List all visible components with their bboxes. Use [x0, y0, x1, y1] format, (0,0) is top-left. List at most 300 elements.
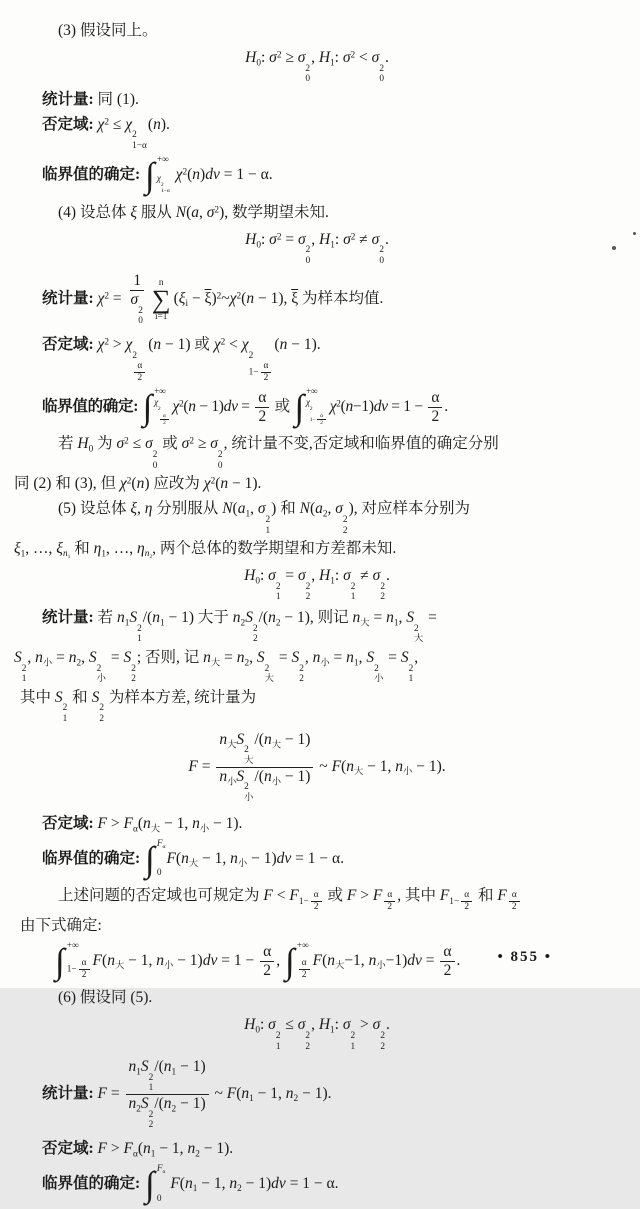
subscript: 1−α: [132, 141, 147, 152]
subscript: 1: [275, 592, 281, 603]
math-variable: σ: [130, 291, 139, 309]
subscript: [382, 890, 397, 912]
para-4-heading: (4) 设总体 ξ 服从 N(a, $\sigma^2$), 数学期望未知.: [58, 203, 329, 221]
denominator: 2: [162, 420, 166, 427]
subscript: 1: [21, 674, 27, 685]
subscript: 小: [96, 674, 106, 685]
subscript: 大: [210, 658, 221, 669]
superscript: 2: [350, 1030, 356, 1041]
numerator: α: [299, 958, 310, 970]
f-statistic-formula-5: F = $n_大S$ 2 大 $/(n_大 - 1)$ $n_小S$ 2 小 $/(n_小 - 1)$ ~ $F(n_大 - 1$, $n_小 - 1$).: [188, 730, 446, 803]
math-variable: σ: [297, 1016, 306, 1034]
denominator: $n_2S$ 2 2 $/(n_2 - 1)$: [128, 1095, 206, 1131]
math-variable: S: [14, 649, 22, 667]
math-variable: F: [166, 849, 176, 867]
math-variable: n: [163, 1058, 172, 1076]
subscript: 1: [350, 592, 356, 603]
math-variable: n: [345, 397, 353, 415]
field-label: 统计量:: [42, 1085, 94, 1103]
subscript: 大: [244, 756, 254, 766]
subscript: 2: [195, 1149, 200, 1160]
subscript: 0: [379, 74, 384, 85]
denominator: 2: [263, 373, 269, 384]
superscript: 2: [148, 1072, 154, 1083]
math-variable: H: [319, 567, 331, 585]
superscript: 2: [244, 745, 249, 756]
critical-value-6: 临界值的确定: ∫ $F_\alpha$ 0 $F(n_1 - 1$, $n_2 - 1)dv = 1 - \alpha$.: [42, 1164, 339, 1205]
denominator: 2: [320, 420, 323, 427]
math-variable: H: [245, 230, 257, 248]
para-6-heading: (6) 假设同 (5).: [58, 989, 153, 1007]
fraction: [261, 361, 272, 383]
math-variable: n: [107, 951, 115, 969]
integral-limits: [157, 156, 171, 195]
sup-sub-stack: [276, 1031, 281, 1052]
numerator: α: [160, 413, 169, 420]
math-variable: n: [312, 649, 321, 667]
superscript: 2: [379, 245, 384, 256]
sup-sub-stack: [414, 624, 423, 645]
math-variable: a: [191, 203, 199, 221]
math-variable: χ: [172, 397, 180, 415]
math-variable: n: [230, 849, 238, 867]
sup-sub-stack: [380, 582, 385, 603]
sup-sub-stack: [305, 64, 310, 85]
math-variable: n: [232, 609, 241, 627]
page-number: • 855 •: [497, 949, 552, 965]
subscript: 2: [148, 1120, 154, 1131]
denominator: 2: [81, 969, 87, 980]
integral-sign-icon: ∫: [145, 1164, 155, 1205]
superscript: 2: [220, 337, 226, 348]
critical-value-5: 临界值的确定: ∫ $F_\alpha$ 0 $F(n_大 - 1$, $n_小 - 1)dv = 1 - \alpha$.: [42, 838, 344, 879]
upper-limit: n: [158, 277, 164, 288]
fraction: [509, 890, 520, 912]
math-variable: n: [241, 1085, 250, 1103]
integral-sign-icon: ∫: [294, 386, 304, 427]
math-variable: S: [140, 1095, 149, 1113]
superscript: 2: [189, 436, 194, 447]
superscript: 2: [137, 623, 142, 634]
math-variable: N: [222, 500, 233, 518]
math-variable: χ: [305, 398, 310, 409]
superscript: 2: [148, 1109, 154, 1120]
subscript: 2: [299, 674, 304, 685]
math-variable: n: [279, 336, 288, 354]
sup-sub-stack: [244, 745, 253, 766]
subscript: 1: [245, 509, 251, 520]
superscript: 2: [408, 663, 414, 674]
superscript: 2: [305, 581, 311, 592]
subscript: 1: [20, 549, 26, 560]
statistic-4: 统计量: $\chi^2$ = 1 σ 2 0 n ∑ i=1 ($\xi_i$ − $\overline{\xi})^2\sim\chi^2(n - 1)$, $\overline{\xi}$ 为样本均值.: [42, 272, 384, 327]
fraction: [299, 958, 310, 980]
numerator: α: [261, 361, 272, 373]
subscript: 1: [67, 554, 71, 561]
superscript: 2: [157, 406, 161, 413]
superscript: 2: [217, 449, 223, 460]
overline-variable: $\overline{\xi}$: [291, 290, 299, 308]
fraction: [440, 943, 454, 980]
integral-sign-icon: ∫: [145, 155, 155, 195]
math-variable: n: [35, 649, 43, 667]
math-variable: χ: [203, 475, 211, 493]
superscript: 2: [182, 167, 188, 178]
fraction: [461, 890, 472, 912]
field-label: 否定域:: [42, 336, 94, 354]
subscript: 大: [360, 618, 370, 629]
subscript: 小: [320, 658, 330, 669]
math-variable: n: [116, 609, 125, 627]
denominator: [128, 291, 147, 327]
integral-limits: [306, 388, 329, 427]
subscript: α: [162, 843, 166, 850]
subscript: 1: [350, 1041, 356, 1052]
subscript: 0: [88, 444, 94, 455]
sup-sub-stack: [249, 351, 274, 384]
subscript: 2: [136, 1104, 141, 1115]
integral-sign-icon: ∫: [145, 838, 155, 879]
superscript: 2: [126, 476, 132, 487]
subscript: 1: [330, 239, 335, 250]
math-variable: σ: [116, 435, 125, 453]
math-variable: F: [188, 757, 198, 775]
statistic-5-line2: S 2 1 , $n_小 = n_2$, S 2 小 = S 2 2 ; 否则, 记 $n_大 = n_2$, S 2 大 = S 2 2 , $n_小 = n_1$, S 2 小 = S 2 1 ,: [14, 649, 419, 685]
math-variable: F: [156, 1164, 163, 1175]
math-variable: F: [372, 887, 383, 905]
math-variable: a: [237, 500, 246, 518]
math-variable: n: [156, 951, 164, 969]
subscript: 1: [330, 58, 335, 69]
rejection-region-3: 否定域: $\chi^2 \le \chi$ 2 1−α (n).: [42, 115, 170, 152]
sup-sub-stack: [374, 664, 383, 685]
sup-sub-stack: [379, 64, 384, 85]
math-variable: n: [352, 609, 361, 627]
math-variable: N: [299, 500, 310, 518]
denominator: 2: [511, 901, 517, 912]
sup-sub-stack: [244, 782, 253, 803]
math-variable: ξ: [178, 290, 186, 308]
fraction: [216, 731, 313, 804]
fraction: [384, 890, 395, 912]
fraction: [317, 413, 326, 427]
subscript: 小: [237, 858, 248, 869]
math-variable: n: [192, 165, 201, 183]
sup-sub-stack: [343, 515, 348, 536]
sup-sub-stack: [253, 624, 258, 645]
subscript: 0: [256, 58, 261, 69]
subscript: 小: [42, 658, 53, 669]
subscript: 大: [335, 960, 345, 971]
subscript: 2: [76, 658, 82, 669]
subscript: 1: [330, 1025, 335, 1036]
sup-sub-stack: [310, 406, 328, 426]
superscript: 2: [210, 476, 216, 487]
superscript: 2: [179, 399, 184, 409]
math-variable: χ: [329, 397, 337, 415]
subscript: 1− $\frac{\alpha}{2}$: [310, 413, 328, 427]
superscript: 2: [305, 63, 311, 74]
hypothesis-4: $H_0$: $\sigma^2 = \sigma$ 2 0 , $H_1$: $\sigma^2 \ne \sigma$ 2 0 .: [245, 230, 389, 266]
superscript: 2: [379, 63, 384, 74]
math-variable: n: [192, 814, 200, 832]
math-variable: F: [92, 951, 103, 969]
superscript: 2: [374, 663, 379, 674]
numerator: α: [440, 943, 454, 962]
math-variable: dv: [276, 849, 292, 867]
numerator: $n_大S$ 2 大 $/(n_大 - 1)$: [216, 731, 313, 768]
math-variable: S: [256, 649, 265, 667]
statistic-3: 统计量: 同 (1).: [42, 90, 139, 108]
superscript: 2: [275, 1030, 281, 1041]
math-variable: dv: [271, 1174, 286, 1192]
math-variable: F: [312, 951, 323, 969]
subscript: 0: [256, 239, 261, 250]
math-variable: n: [219, 730, 228, 748]
field-label: 否定域:: [42, 1140, 94, 1158]
integral: [294, 388, 328, 427]
denominator: 2: [387, 901, 393, 912]
numerator: α: [461, 890, 472, 902]
superscript: 2: [252, 623, 258, 634]
sup-sub-stack: [149, 1073, 154, 1094]
subscript: 2: [380, 1041, 385, 1052]
subscript: 2: [149, 554, 153, 561]
field-label: 临界值的确定:: [42, 397, 139, 415]
sup-sub-stack: [63, 703, 68, 724]
subscript: 1: [171, 1067, 177, 1078]
para-3-heading: (3) 假设同上。: [58, 22, 158, 39]
superscript: 2: [104, 117, 110, 128]
upper-limit: +∞: [154, 386, 166, 397]
integral: [145, 1165, 165, 1204]
superscript: 2: [380, 1030, 385, 1041]
superscript: 2: [309, 406, 313, 413]
subscript: 2: [171, 1104, 177, 1115]
math-variable: F: [97, 1085, 108, 1103]
superscript: 2: [160, 181, 164, 188]
subscript: α: [132, 823, 138, 834]
subscript: 大: [114, 960, 125, 971]
math-variable: n: [346, 649, 354, 667]
superscript: 2: [275, 581, 281, 592]
math-variable: η: [93, 540, 102, 558]
math-variable: n: [153, 115, 161, 133]
upper-limit: +∞: [156, 154, 169, 165]
numerator: α: [384, 890, 395, 902]
subscript: 0: [305, 255, 311, 266]
math-variable: ξ: [130, 500, 137, 518]
math-variable: F: [170, 1174, 180, 1192]
math-variable: χ: [119, 475, 127, 493]
note-4-line2: 同 (2) 和 (3), 但 $\chi^2(n)$ 应改为 $\chi^2(n - 1)$.: [14, 475, 262, 493]
math-variable: n: [62, 549, 68, 560]
math-variable: n: [263, 767, 272, 785]
superscript: 2: [124, 436, 129, 447]
math-variable: n: [143, 1140, 151, 1158]
critical-value-3: 临界值的确定: ∫ +∞ χ 2 1−α $\chi^2(n)dv = 1 - \alpha$.: [42, 154, 273, 195]
math-variable: n: [236, 649, 245, 667]
fraction: [255, 389, 269, 426]
subscript: 大: [271, 740, 282, 751]
subscript: 2: [342, 525, 348, 536]
rejection-region-4: 否定域: $\chi^2 > \chi$ 2 $\frac{\alpha}{2}$ (n − 1) 或 $\chi^2 < \chi$ 2 1− $\frac{\alpha}{2}$ (n − 1).: [42, 336, 321, 384]
sup-sub-stack: [306, 582, 311, 603]
math-variable: F: [346, 887, 357, 905]
sup-sub-stack: [22, 664, 27, 685]
subscript: 1: [148, 1083, 154, 1094]
denominator: $n_小S$ 2 小 $/(n_小 - 1)$: [219, 767, 311, 803]
subscript: [132, 361, 147, 383]
math-variable: H: [244, 1016, 256, 1034]
lower-limit: [306, 399, 329, 426]
math-variable: n: [229, 1174, 238, 1192]
math-variable: χ: [97, 336, 105, 354]
math-variable: S: [91, 688, 100, 706]
math-variable: F: [123, 1140, 133, 1158]
math-variable: σ: [181, 435, 190, 453]
superscript: 2: [21, 663, 27, 674]
numerator: $n_1S$ 2 1 $/(n_1 - 1)$: [126, 1058, 209, 1095]
subscript: 2: [237, 1184, 242, 1195]
numerator: α: [134, 361, 145, 373]
superscript: 2: [138, 305, 143, 316]
summation: [152, 278, 171, 322]
rejection-region-5: 否定域: $F > F_\alpha(n_大 - 1$, $n_小 - 1$).: [42, 814, 243, 834]
subscript: 1: [136, 1067, 141, 1078]
math-variable: σ: [206, 203, 215, 221]
field-label: 统计量:: [42, 90, 94, 108]
superscript: 2: [236, 291, 242, 302]
scan-speck: [612, 246, 616, 250]
math-variable: σ: [335, 500, 343, 518]
sup-sub-stack: [99, 703, 104, 724]
subscript: 1: [353, 658, 359, 669]
scan-speck: [633, 232, 636, 235]
subscript: 小: [376, 960, 386, 971]
superscript: 2: [350, 50, 356, 61]
math-variable: n: [219, 767, 228, 785]
subscript: 1: [330, 576, 335, 587]
math-variable: F: [497, 887, 507, 905]
subscript: 1: [249, 1094, 254, 1105]
math-variable: ξ: [56, 540, 63, 558]
math-variable: n: [386, 609, 394, 627]
subscript: 0: [305, 74, 311, 85]
math-variable: F: [97, 814, 108, 832]
integral-limits: [157, 1165, 166, 1204]
lower-limit: 0: [156, 868, 162, 879]
numerator: α: [509, 890, 520, 902]
math-variable: S: [129, 609, 138, 627]
upper-limit: +∞: [66, 940, 79, 951]
subscript: 1: [408, 674, 414, 685]
subscript: 2: [131, 674, 136, 685]
math-variable: F: [156, 838, 163, 849]
denominator: 2: [431, 407, 439, 425]
subscript: α: [162, 1168, 166, 1175]
subscript: 1− $\frac{\alpha}{2}$: [249, 361, 274, 383]
subscript: 2: [240, 618, 246, 629]
math-variable: σ: [269, 49, 277, 66]
para-5-heading-line1: (5) 设总体 ξ, η 分别服从 $N(a_1$, σ 2 1 ) 和 $N(a_2$, σ 2 2 ), 对应样本分别为: [58, 500, 470, 536]
integral-sign-icon: ∫: [55, 940, 65, 981]
subscript: 2: [322, 509, 328, 520]
math-variable: S: [236, 767, 245, 785]
math-variable: χ: [125, 115, 133, 133]
subscript: 2: [380, 592, 385, 603]
subscript: 2: [305, 1041, 311, 1052]
lower-limit: [157, 175, 171, 195]
field-label: 临界值的确定:: [42, 1174, 141, 1192]
math-variable: H: [77, 435, 89, 453]
superscript: 2: [96, 663, 102, 674]
math-variable: n: [128, 1058, 137, 1076]
field-label: 否定域:: [42, 814, 94, 832]
sup-sub-stack: [305, 1031, 310, 1052]
subscript: [63, 549, 70, 559]
math-variable: σ: [297, 49, 306, 66]
sup-sub-stack: [380, 1031, 385, 1052]
fraction: [79, 958, 90, 980]
math-variable: σ: [372, 567, 381, 585]
sup-sub-stack: [161, 182, 170, 195]
upper-limit: [157, 840, 166, 851]
subscript: 0: [255, 1025, 260, 1036]
subscript: 1: [159, 618, 165, 629]
math-variable: n: [68, 649, 77, 667]
integral-limits: [157, 840, 166, 879]
lower-limit: [154, 399, 171, 426]
math-variable: n: [327, 951, 335, 969]
math-variable: n: [136, 475, 145, 493]
superscript: 2: [131, 663, 136, 674]
sup-sub-stack: [218, 450, 223, 471]
lower-limit: i=1: [154, 311, 168, 322]
math-variable: χ: [229, 290, 237, 308]
subscript: 1: [265, 525, 271, 536]
para-5-heading-line2: $\xi_1$, …, $\xi_{n_1}$ 和 $\eta_1$, …, $\eta_{n_2}$, 两个总体的数学期望和方差都未知.: [14, 540, 397, 561]
note-4-line1: 若 $H_0$ 为 $\sigma^2 \le \sigma$ 2 0 或 $\sigma^2 \ge \sigma$ 2 0 , 统计量不变,否定域和临界值的确定分别: [58, 435, 499, 471]
math-variable: dv: [223, 397, 238, 415]
rejection-region-6: 否定域: $F > F_\alpha(n_1 - 1$, $n_2 - 1$).: [42, 1140, 234, 1160]
math-variable: n: [263, 730, 272, 748]
subscript: 0: [217, 460, 223, 471]
math-variable: n: [220, 475, 229, 493]
subscript: 1: [62, 714, 68, 725]
math-variable: n: [152, 609, 160, 627]
math-variable: σ: [269, 230, 277, 248]
math-variable: n: [285, 1085, 294, 1103]
math-variable: σ: [343, 230, 351, 248]
math-variable: S: [140, 1058, 149, 1076]
superscript: 2: [132, 130, 137, 141]
subscript: 2: [99, 714, 104, 725]
math-variable: η: [144, 500, 153, 518]
integral-limits: [297, 942, 312, 981]
math-variable: H: [318, 49, 331, 66]
subscript: 1−α: [160, 188, 170, 195]
math-variable: n: [181, 849, 189, 867]
math-variable: F: [439, 887, 450, 905]
math-variable: dv: [205, 165, 220, 183]
subscript: 2: [244, 658, 250, 669]
math-variable: σ: [343, 567, 351, 585]
note-5-line1: 上述问题的否定域也可规定为 $F < F_{1- \frac{\alpha}{2}}$ 或 F > F $_{\frac{\alpha}{2}}$ , 其中 $F_{1- \frac{\alpha}{2}}$ 和 F $_{\frac{\alpha}{2}}$: [58, 883, 620, 912]
superscript: 2: [350, 231, 356, 242]
subscript: 1: [393, 618, 399, 629]
math-variable: S: [366, 649, 375, 667]
